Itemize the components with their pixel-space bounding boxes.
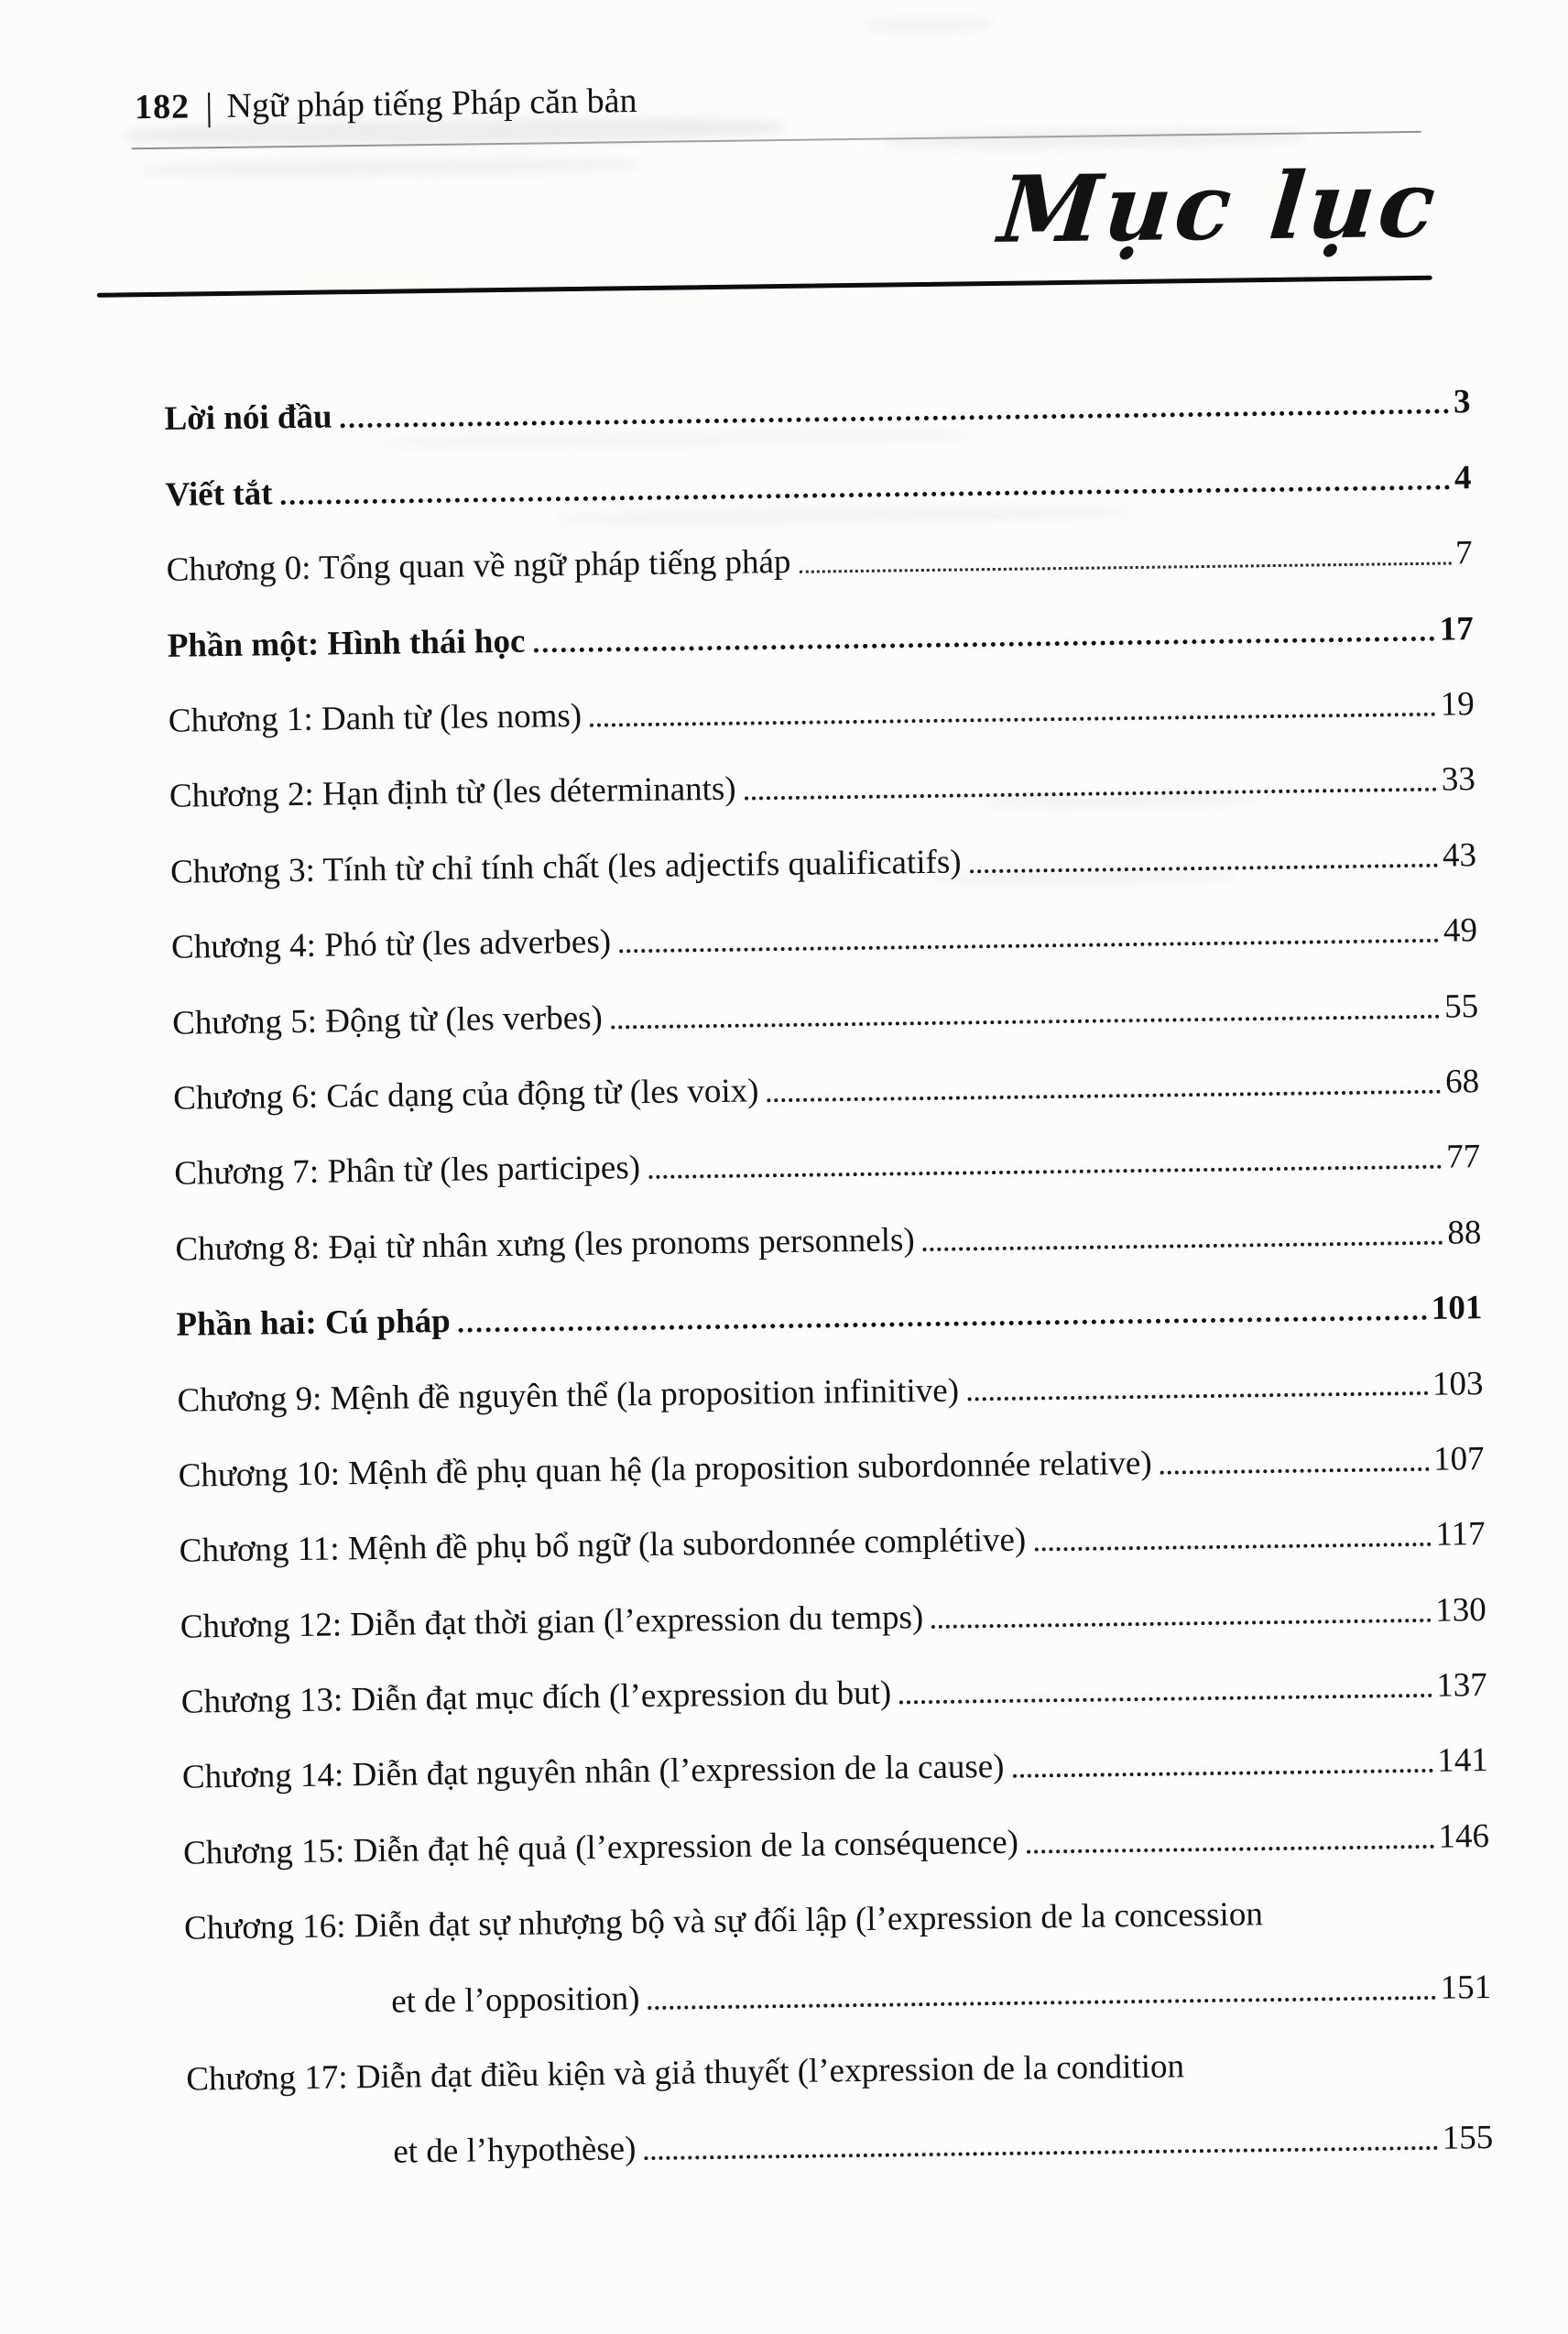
page-title: Mục lục xyxy=(995,149,1444,264)
dot-leader xyxy=(970,863,1438,873)
toc-entry-label: Chương 12: Diễn đạt thời gian (l’expression du temps) xyxy=(180,1598,924,1646)
toc-entry-label: Phần hai: Cú pháp xyxy=(176,1302,451,1344)
toc-entry-label: Chương 4: Phó từ (les adverbes) xyxy=(170,922,612,966)
toc-entry-page: 55 xyxy=(1443,987,1479,1026)
toc-entry-page: 141 xyxy=(1437,1741,1489,1781)
toc-entry-page: 88 xyxy=(1447,1213,1482,1252)
dot-leader xyxy=(459,1315,1427,1333)
toc-entry-label: Chương 6: Các dạng của động từ (les voix) xyxy=(173,1072,759,1118)
running-head xyxy=(134,81,637,129)
toc-entry-continuation-label: et de l’hypothèse) xyxy=(393,2130,637,2172)
toc-entry-page: 49 xyxy=(1443,911,1478,950)
toc-entry-label: Viết tắt xyxy=(165,474,273,514)
toc-entry-page: 146 xyxy=(1438,1816,1490,1856)
toc-entry-page: 3 xyxy=(1453,383,1471,421)
dot-leader xyxy=(619,939,1439,954)
book-title: Ngữ pháp tiếng Pháp căn bản xyxy=(226,82,637,125)
toc-entry-page: 4 xyxy=(1454,458,1472,497)
toc-entry-page: 151 xyxy=(1440,1968,1492,2007)
toc-entry-label: Chương 0: Tổng quan về ngữ pháp tiếng pháp xyxy=(166,543,791,590)
toc-entry-page: 130 xyxy=(1434,1590,1486,1630)
toc-entry-page: 33 xyxy=(1441,760,1476,800)
dot-leader xyxy=(768,1090,1442,1103)
toc-entry-label: Chương 16: Diễn đạt sự nhượng bộ và sự đối lập (l’expression de la concession xyxy=(183,1895,1264,1947)
dot-leader xyxy=(281,485,1451,505)
toc-entry-continuation xyxy=(187,2095,1494,2187)
ink-bleed-mark xyxy=(865,16,993,34)
toc-entry-page: 19 xyxy=(1440,685,1475,724)
toc-entry-label: Chương 17: Diễn đạt điều kiện và giả thuyết (l’expression de la condition xyxy=(186,2047,1185,2099)
dot-leader xyxy=(611,1014,1440,1029)
toc-entry-page: 107 xyxy=(1432,1439,1485,1478)
toc-entry-continuation-label: et de l’opposition) xyxy=(390,1979,640,2021)
folio-number: 182 xyxy=(134,87,191,127)
dot-leader xyxy=(1160,1467,1429,1475)
toc-entry-label: Chương 2: Hạn định từ (les déterminants) xyxy=(169,770,736,816)
toc-entry-label: Chương 15: Diễn đạt hệ quả (l’expression de la conséquence) xyxy=(182,1823,1019,1872)
toc-entry-page: 77 xyxy=(1445,1138,1481,1176)
toc-entry-label: Chương 3: Tính từ chỉ tính chất (les adjectifs qualificatifs) xyxy=(169,843,962,891)
toc-entry-label: Chương 11: Mệnh đề phụ bổ ngữ (la subordonnée complétive) xyxy=(179,1521,1027,1571)
dot-leader xyxy=(800,562,1452,573)
toc-entry-label: Chương 7: Phân từ (les participes) xyxy=(174,1149,641,1194)
dot-leader xyxy=(1034,1543,1431,1552)
toc-entry-page: 101 xyxy=(1431,1289,1483,1327)
ink-bleed-mark xyxy=(143,156,637,179)
dot-leader xyxy=(931,1618,1431,1628)
dot-leader xyxy=(590,713,1436,727)
toc-entry-label: Chương 10: Mệnh đề phụ quan hệ (la proposition subordonnée relative) xyxy=(178,1444,1152,1495)
toc-entry-page: 103 xyxy=(1432,1364,1484,1403)
dot-leader xyxy=(341,409,1449,429)
dot-leader xyxy=(1013,1769,1433,1778)
dot-leader xyxy=(648,1165,1442,1179)
toc-entry-label: Chương 14: Diễn đạt nguyên nhân (l’expression de la cause) xyxy=(181,1748,1005,1797)
dot-leader xyxy=(967,1391,1428,1401)
toc-entry-label: Chương 5: Động từ (les verbes) xyxy=(171,998,604,1042)
dot-leader xyxy=(645,2146,1438,2160)
toc-entry-page: 17 xyxy=(1439,609,1474,649)
toc-entry-label: Chương 1: Danh từ (les noms) xyxy=(168,696,583,740)
toc-entry-page: 155 xyxy=(1442,2119,1494,2158)
toc-entry-label: Chương 8: Đại từ nhân xưng (les pronoms personnels) xyxy=(175,1220,915,1269)
toc-entry-label: Lời nói đầu xyxy=(164,398,332,439)
toc-entry-label: Chương 13: Diễn đạt mục đích (l’expression du but) xyxy=(180,1674,892,1721)
dot-leader xyxy=(1027,1845,1434,1854)
dot-leader xyxy=(899,1694,1432,1705)
toc-entry-label: Phần một: Hình thái học xyxy=(167,622,526,665)
dot-leader xyxy=(745,788,1437,801)
toc-entry-page: 7 xyxy=(1454,534,1473,573)
toc-entry-page: 117 xyxy=(1435,1515,1486,1554)
toc-entry-page: 43 xyxy=(1442,835,1477,875)
dot-leader xyxy=(533,636,1434,652)
header-divider: | xyxy=(204,86,213,129)
toc-entry-label: Chương 9: Mệnh đề nguyên thể (la proposition infinitive) xyxy=(177,1371,960,1420)
table-of-contents xyxy=(164,359,1494,2187)
title-rule xyxy=(97,276,1432,298)
dot-leader xyxy=(923,1240,1443,1250)
toc-entry-page: 68 xyxy=(1444,1063,1480,1101)
dot-leader xyxy=(648,1995,1436,2009)
toc-entry-page: 137 xyxy=(1436,1666,1488,1705)
